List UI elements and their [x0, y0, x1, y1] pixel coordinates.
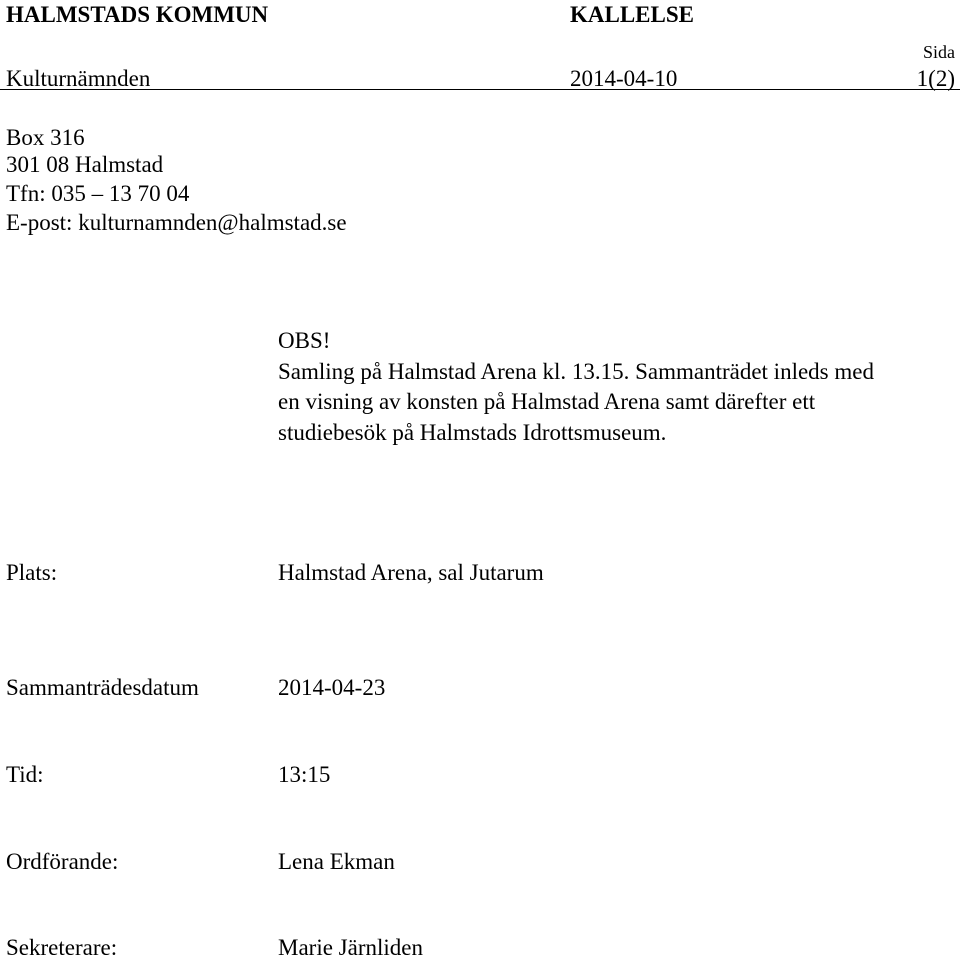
- contact-box: Box 316: [6, 125, 85, 150]
- contact-phone: Tfn: 035 – 13 70 04: [6, 181, 190, 206]
- notice-line: studiebesök på Halmstads Idrottsmuseum.: [278, 419, 667, 445]
- chair-label: Ordförande:: [6, 849, 119, 874]
- document-date: 2014-04-10: [570, 66, 678, 91]
- notice-block: [278, 326, 958, 448]
- place-value: Halmstad Arena, sal Jutarum: [278, 560, 544, 585]
- meeting-date-label: Sammanträdesdatum: [6, 675, 199, 700]
- time-value: 13:15: [278, 762, 331, 787]
- contact-email: E-post: kulturnamnden@halmstad.se: [6, 210, 347, 235]
- chair-value: Lena Ekman: [278, 849, 395, 874]
- meeting-date-value: 2014-04-23: [278, 675, 386, 700]
- document-type: KALLELSE: [570, 2, 694, 27]
- contact-postal: 301 08 Halmstad: [6, 152, 164, 177]
- place-label: Plats:: [6, 560, 58, 585]
- notice-line: Samling på Halmstad Arena kl. 13.15. Sammanträdet inleds med: [278, 358, 874, 384]
- page-label: Sida: [922, 42, 955, 62]
- page-number: 1(2): [916, 66, 955, 91]
- notice-line: en visning av konsten på Halmstad Arena samt därefter ett: [278, 389, 816, 414]
- committee-name: Kulturnämnden: [6, 66, 151, 91]
- notice-title: OBS!: [278, 328, 331, 353]
- organization-name: HALMSTADS KOMMUN: [6, 2, 269, 27]
- secretary-value: Marie Järnliden: [278, 935, 423, 960]
- time-label: Tid:: [6, 762, 44, 787]
- header-divider: [0, 89, 960, 90]
- secretary-label: Sekreterare:: [6, 935, 118, 960]
